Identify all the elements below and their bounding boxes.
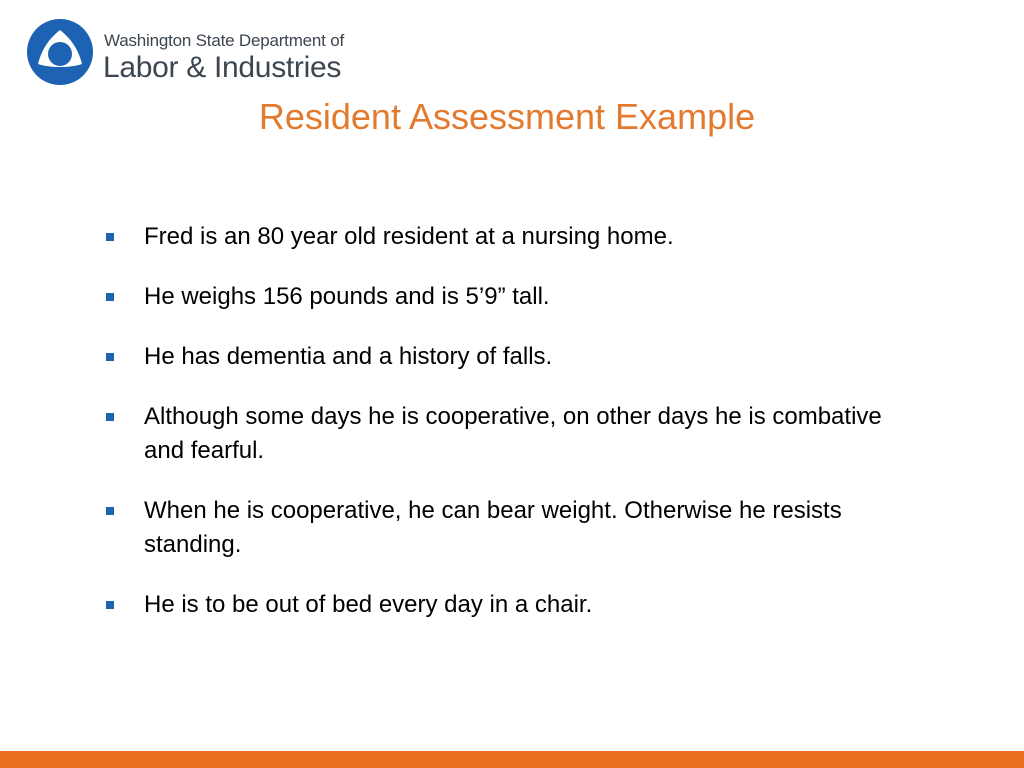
bullet-item xyxy=(104,400,904,468)
bullet-item xyxy=(104,340,904,374)
logo-line1: Washington State Department of xyxy=(104,31,345,50)
bullet-text: When he is cooperative, he can bear weight. Otherwise he resists standing. xyxy=(144,497,842,558)
logo-line2: Labor & Industries xyxy=(103,51,342,84)
square-bullet-icon xyxy=(106,507,114,515)
square-bullet-icon xyxy=(106,353,114,361)
footer-bar xyxy=(0,751,1024,768)
bullet-text: He has dementia and a history of falls. xyxy=(144,343,553,370)
bullet-list xyxy=(104,220,904,648)
bullet-text: Although some days he is cooperative, on other days he is combative and fearful. xyxy=(144,403,882,464)
agency-logo xyxy=(26,18,346,88)
bullet-item xyxy=(104,588,904,622)
square-bullet-icon xyxy=(106,601,114,609)
square-bullet-icon xyxy=(106,293,114,301)
bullet-text: He weighs 156 pounds and is 5’9” tall. xyxy=(144,283,550,310)
lni-circle-logo-icon xyxy=(26,18,94,86)
square-bullet-icon xyxy=(106,413,114,421)
square-bullet-icon xyxy=(106,233,114,241)
slide-title: Resident Assessment Example xyxy=(258,96,756,137)
bullet-text: Fred is an 80 year old resident at a nursing home. xyxy=(144,223,674,250)
bullet-text: He is to be out of bed every day in a chair. xyxy=(144,591,593,618)
bullet-item xyxy=(104,494,904,562)
bullet-item xyxy=(104,280,904,314)
bullet-item xyxy=(104,220,904,254)
